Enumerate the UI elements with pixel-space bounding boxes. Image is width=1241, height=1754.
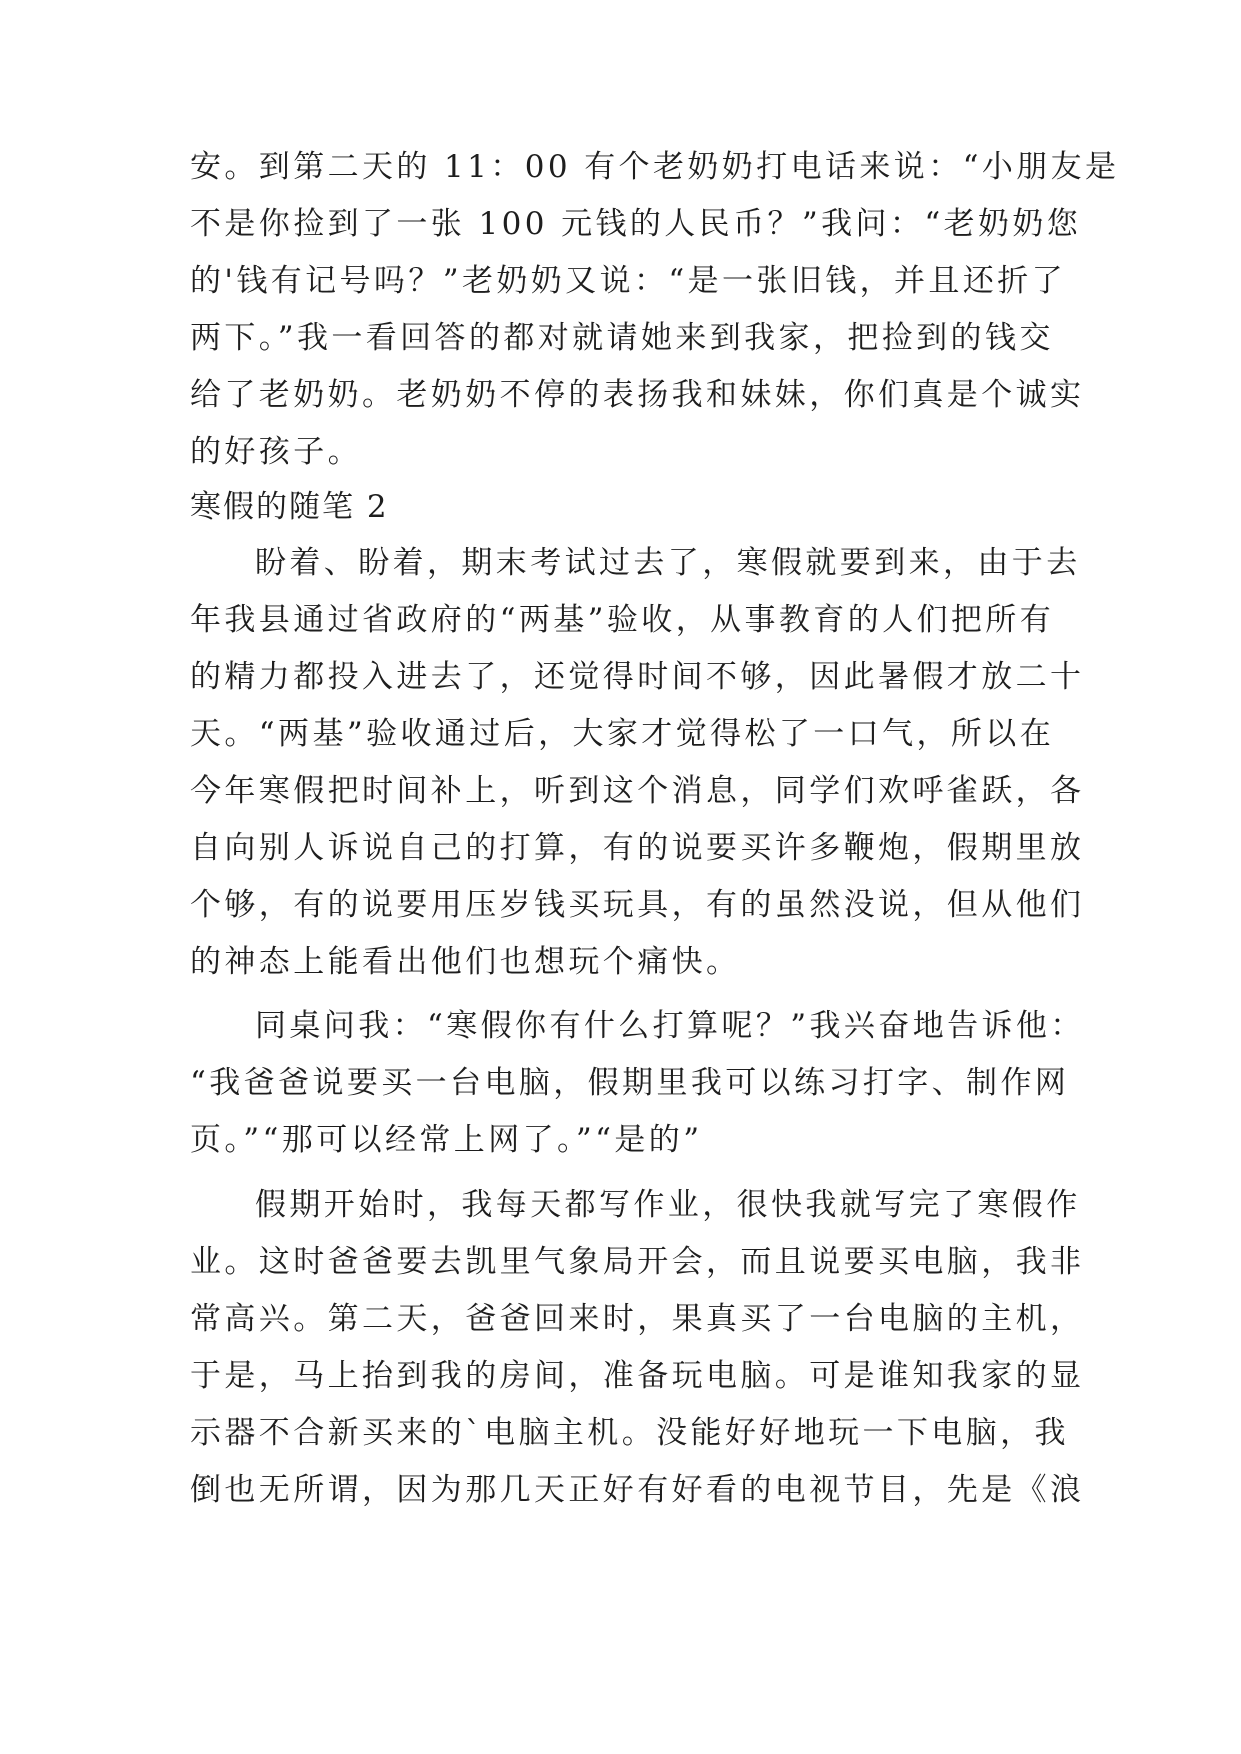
text-line: 天。“两基”验收通过后，大家才觉得松了一口气，所以在 <box>190 716 1055 752</box>
text-line: 给了老奶奶。老奶奶不停的表扬我和妹妹，你们真是个诚实 <box>190 377 1085 413</box>
paragraph-first-line: 假期开始时，我每天都写作业，很快我就写完了寒假作 <box>255 1187 1081 1223</box>
text-line: 示器不合新买来的`电脑主机。没能好好地玩一下电脑，我 <box>190 1415 1069 1451</box>
text-line: 的神态上能看出他们也想玩个痛快。 <box>190 944 741 980</box>
text-line: “我爸爸说要买一台电脑，假期里我可以练习打字、制作网 <box>190 1065 1070 1101</box>
text-line: 今年寒假把时间补上，听到这个消息，同学们欢呼雀跃，各 <box>190 773 1085 809</box>
text-line: 业。这时爸爸要去凯里气象局开会，而且说要买电脑，我非 <box>190 1244 1085 1280</box>
text-line: 的精力都投入进去了，还觉得时间不够，因此暑假才放二十 <box>190 659 1085 695</box>
text-line: 的好孩子。 <box>190 434 362 470</box>
text-line: 页。”“那可以经常上网了。”“是的” <box>190 1122 703 1158</box>
text-line: 不是你捡到了一张 100 元钱的人民币？”我问：“老奶奶您 <box>190 206 1082 242</box>
text-line: 年我县通过省政府的“两基”验收，从事教育的人们把所有 <box>190 602 1055 638</box>
text-line: 常高兴。第二天，爸爸回来时，果真买了一台电脑的主机， <box>190 1301 1085 1337</box>
text-line: 于是，马上抬到我的房间，准备玩电脑。可是谁知我家的显 <box>190 1358 1085 1394</box>
paragraph-first-line: 同桌问我：“寒假你有什么打算呢？”我兴奋地告诉他： <box>255 1008 1085 1044</box>
text-line: 安。到第二天的 11：00 有个老奶奶打电话来说：“小朋友是 <box>190 149 1120 185</box>
text-line: 的'钱有记号吗？”老奶奶又说：“是一张旧钱，并且还折了 <box>190 263 1067 299</box>
text-line: 个够，有的说要用压岁钱买玩具，有的虽然没说，但从他们 <box>190 887 1085 923</box>
text-line: 倒也无所谓，因为那几天正好有好看的电视节目，先是《浪 <box>190 1472 1085 1508</box>
text-line: 两下。”我一看回答的都对就请她来到我家，把捡到的钱交 <box>190 320 1054 356</box>
section-heading: 寒假的随笔 2 <box>190 489 389 525</box>
paragraph-first-line: 盼着、盼着，期末考试过去了，寒假就要到来，由于去 <box>255 545 1081 581</box>
text-line: 自向别人诉说自己的打算，有的说要买许多鞭炮，假期里放 <box>190 830 1085 866</box>
